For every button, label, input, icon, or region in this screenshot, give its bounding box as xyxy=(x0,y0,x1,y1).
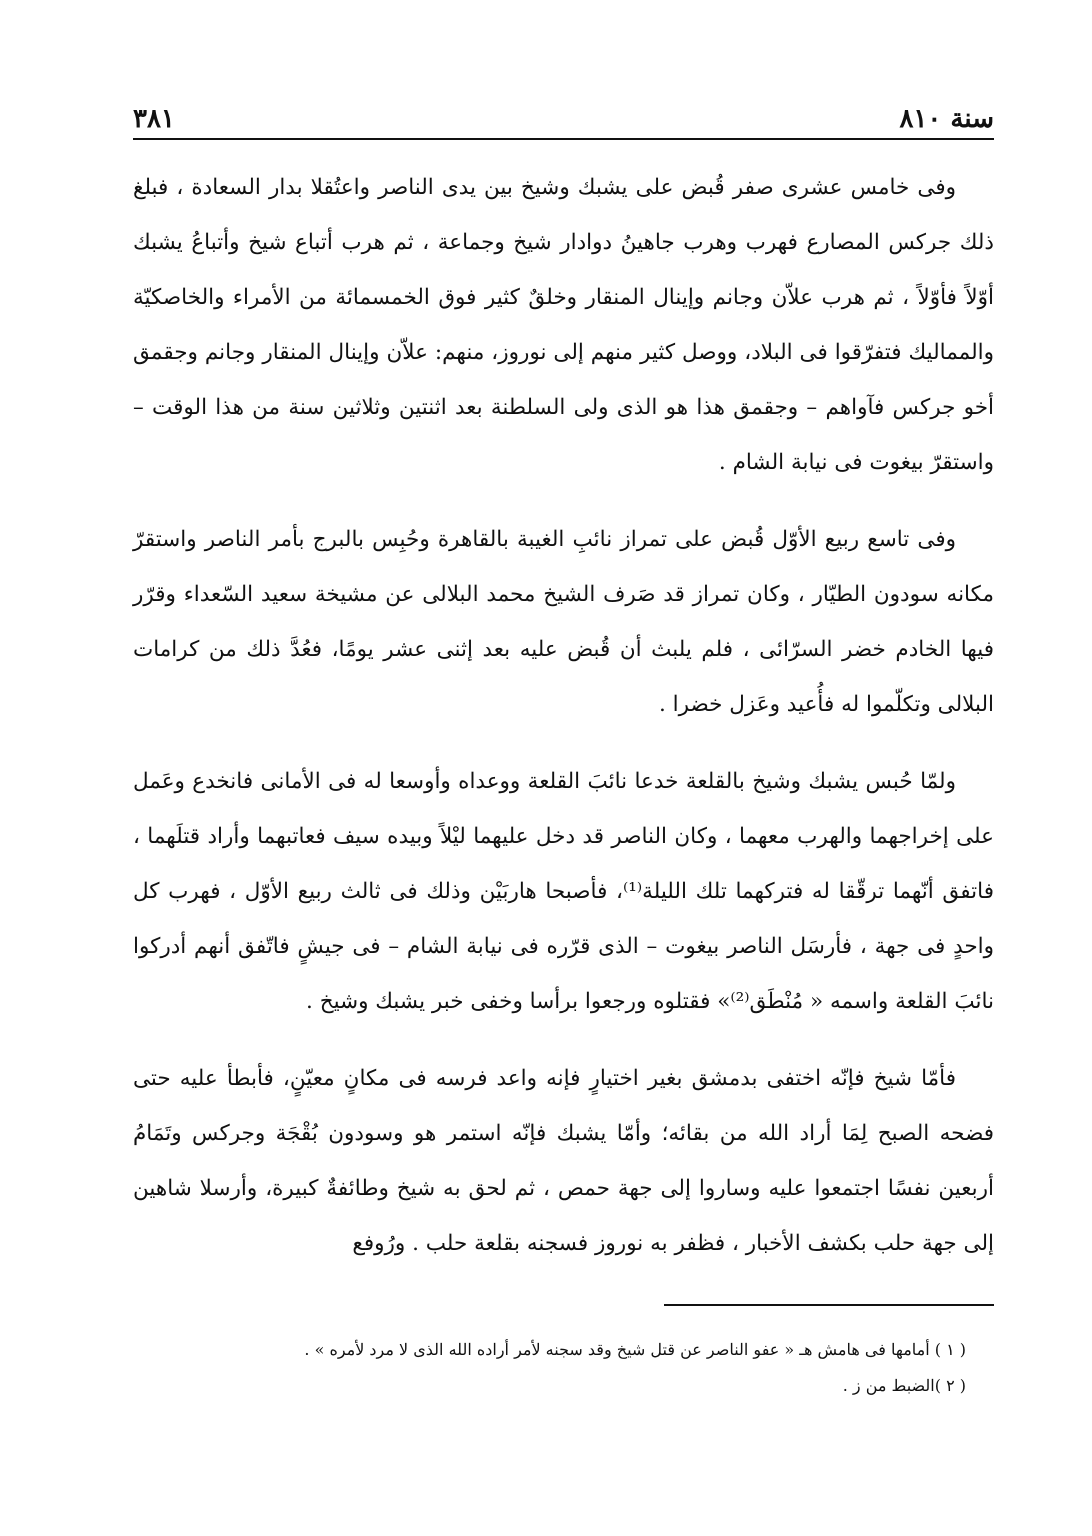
footnote: ( ١ ) أمامها فى هامش هـ « عفو الناصر عن قتل شيخ وقد سجنه لأمر أراده الله الذى لا مرد لأمره » . xyxy=(304,1340,966,1359)
year-heading: سنة ٨١٠ xyxy=(899,104,994,134)
paragraph: فأمّا شيخ فإنّه اختفى بدمشق بغير اختيارٍ فإنه واعد فرسه فى مكانٍ معيّنٍ، فأبطأ عليه حتى فضحه الصبح لِمَا أراد الله من بقائه؛ وأمّا يشبك فإنّه استمر هو وسودون بُقْجَة وجركس وتَمَامُ أربعين نفسًا اجتمعوا عليه وساروا إلى جهة حمص ، ثم لحق به شيخ وطائفةٌ كبيرة، وأرسلا شاهين إلى جهة حلب بكشف الأخبار ، فظفر به نوروز فسجنه بقلعة حلب . ورُوفع xyxy=(133,1066,994,1256)
paragraph: وفى تاسع ربيع الأوّل قُبض على تمراز نائبِ الغيبة بالقاهرة وحُبِس بالبرج بأمر الناصر واستقرّ مكانه سودون الطيّار ، وكان تمراز قد صَرف الشيخ محمد البلالى عن مشيخة سعيد السّعداء وقرّر فيها الخادم خضر السرّائى ، فلم يلبث أن قُبض عليه بعد إثنى عشر يومًا، فعُدَّ ذلك من كرامات البلالى وتكلّموا له فأُعيد وعَزل خضرا . xyxy=(133,527,994,717)
header-rule xyxy=(133,138,994,140)
main-text xyxy=(133,160,994,1293)
footnotes xyxy=(133,1332,994,1404)
page-header xyxy=(133,88,994,134)
footnote: ( ٢ )الضبط من ز . xyxy=(842,1376,966,1395)
footnote-rule xyxy=(664,1304,994,1306)
page-number: ٣٨١ xyxy=(133,104,175,134)
paragraph: وفى خامس عشرى صفر قُبض على يشبك وشيخ بين يدى الناصر واعتُقلا بدار السعادة ، فبلغ ذلك جركس المصارع فهرب وهرب جاهينُ دوادار شيخ وجماعة ، ثم هرب أتباع شيخ وأتباعُ يشبك أوّلاً فأوّلاً ، ثم هرب علاّن وجانم وإينال المنقار وخلقٌ كثير فوق الخمسمائة من الأمراء والخاصكيّة والمماليك فتفرّقوا فى البلاد، ووصل كثير منهم إلى نوروز، منهم: علاّن وإينال المنقار وجانم وجقمق أخو جركس فآواهم – وجقمق هذا هو الذى ولى السلطنة بعد اثنتين وثلاثين سنة من هذا الوقت – واستقرّ بيغوت فى نيابة الشام . xyxy=(133,175,994,475)
paragraph: ولمّا حُبس يشبك وشيخ بالقلعة خدعا نائبَ القلعة ووعداه وأوسعا له فى الأمانى فانخدع وعَمل على إخراجهما والهرب معهما ، وكان الناصر قد دخل عليهما ليْلاً وبيده سيف فعاتبهما وأراد قتلَهما ، فاتفق أنّهما ترقّقا له فتركهما تلك الليلة⁽¹⁾، فأصبحا هاربَيْن وذلك فى ثالث ربيع الأوّل ، فهرب كل واحدٍ فى جهة ، فأرسَل الناصر بيغوت – الذى قرّره فى نيابة الشام – فى جيشٍ فاتّفق أنهم أدركوا نائبَ القلعة واسمه « مُنْطَق⁽²⁾» فقتلوه ورجعوا برأسا وخفى خبر يشبك وشيخ . xyxy=(133,769,994,1014)
